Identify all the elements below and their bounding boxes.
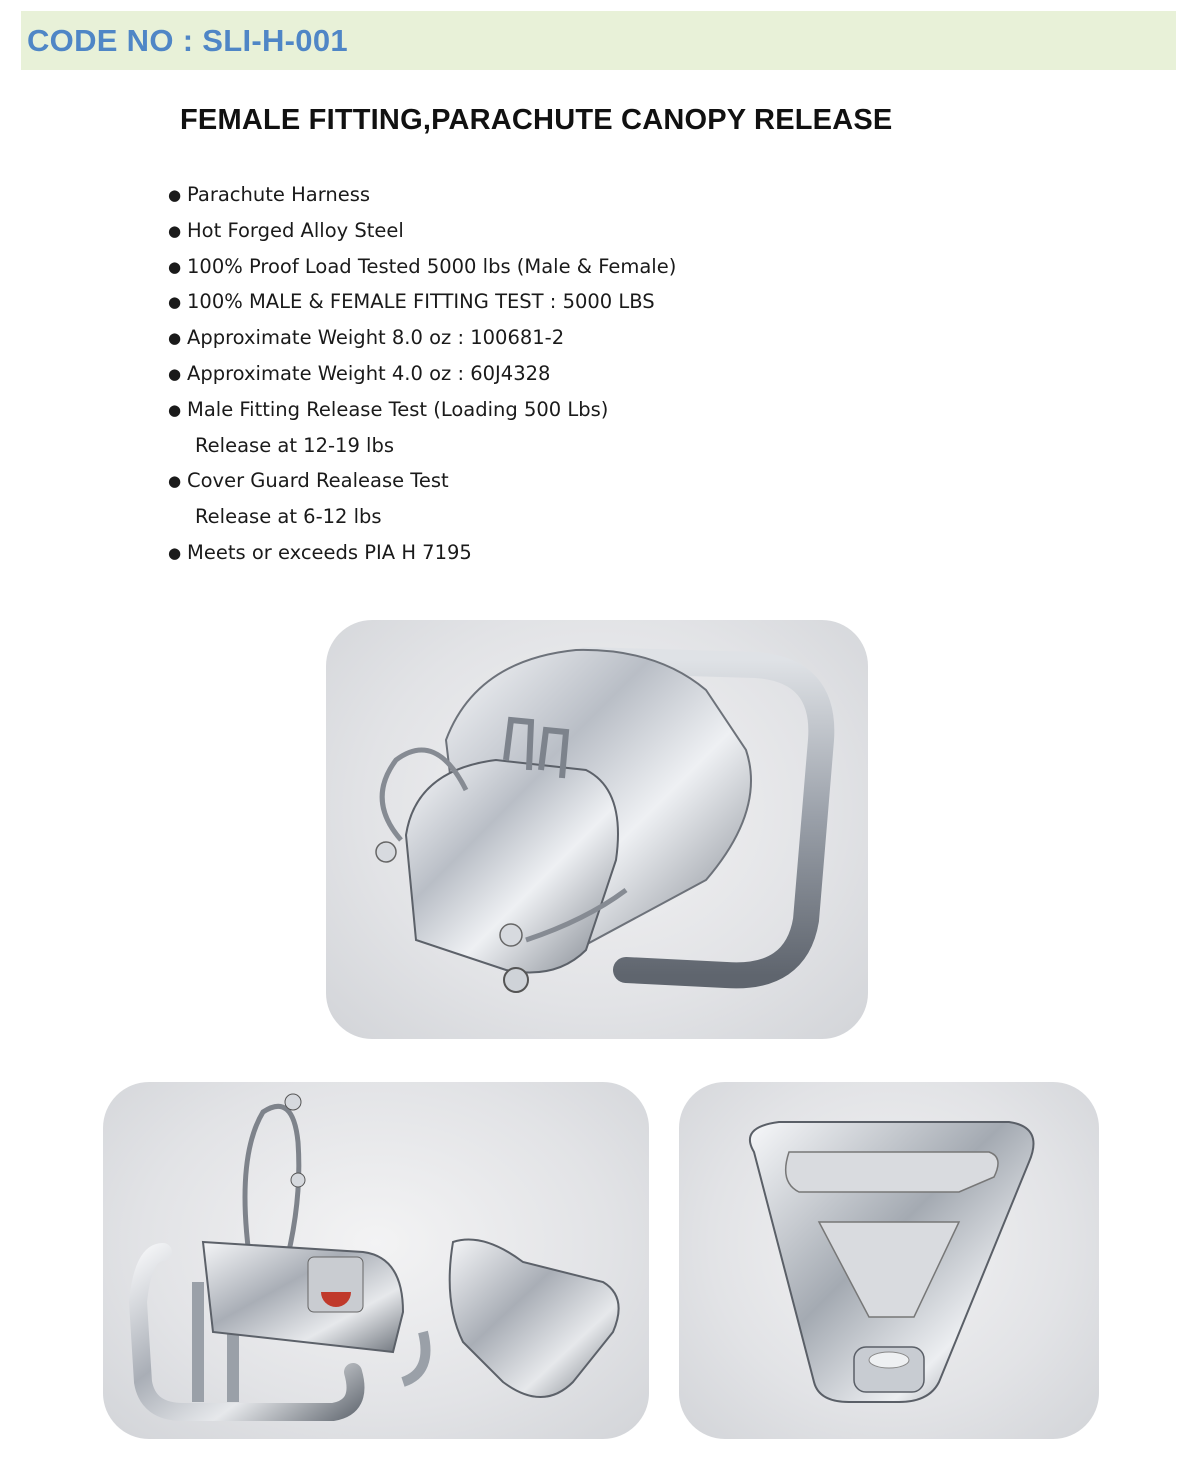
adapter-illustration — [679, 1082, 1099, 1439]
feature-list — [168, 177, 676, 571]
bullet-icon: ● — [168, 400, 182, 419]
bullet-icon: ● — [168, 186, 182, 204]
bullet-icon: ● — [168, 543, 182, 562]
feature-subitem: Release at 12-19 lbs — [195, 433, 394, 457]
product-photo-open — [103, 1082, 649, 1439]
feature-item: ● Approximate Weight 4.0 oz : 60J4328 — [168, 356, 676, 392]
feature-item: ● Hot Forged Alloy Steel — [168, 213, 676, 249]
feature-item: ● 100% MALE & FEMALE FITTING TEST : 5000 LBS — [168, 284, 676, 320]
bullet-icon: ● — [168, 221, 182, 240]
feature-item: ● Approximate Weight 8.0 oz : 100681-2 — [168, 320, 676, 356]
feature-item: ● Meets or exceeds PIA H 7195 — [168, 535, 676, 571]
open-fitting-illustration — [103, 1082, 649, 1439]
bullet-icon: ● — [168, 257, 182, 276]
product-photo-assembled — [326, 620, 868, 1039]
feature-item: ● 100% Proof Load Tested 5000 lbs (Male & Female) — [168, 249, 676, 285]
bullet-icon: ● — [168, 472, 182, 491]
product-title: FEMALE FITTING,PARACHUTE CANOPY RELEASE — [180, 104, 893, 136]
bullet-icon: ● — [168, 329, 182, 348]
code-banner — [21, 11, 1176, 70]
bullet-icon: ● — [168, 293, 182, 312]
female-fitting-illustration — [326, 620, 868, 1039]
feature-item: ● Cover Guard Realease Test — [168, 463, 676, 499]
feature-item: ● Male Fitting Release Test (Loading 500 Lbs) — [168, 392, 676, 428]
product-photo-adapter — [679, 1082, 1099, 1439]
code-number: CODE NO : SLI-H-001 — [27, 22, 348, 58]
feature-item: ● Parachute Harness — [168, 177, 676, 213]
feature-subitem: Release at 6-12 lbs — [195, 505, 382, 529]
bullet-icon: ● — [168, 364, 182, 383]
